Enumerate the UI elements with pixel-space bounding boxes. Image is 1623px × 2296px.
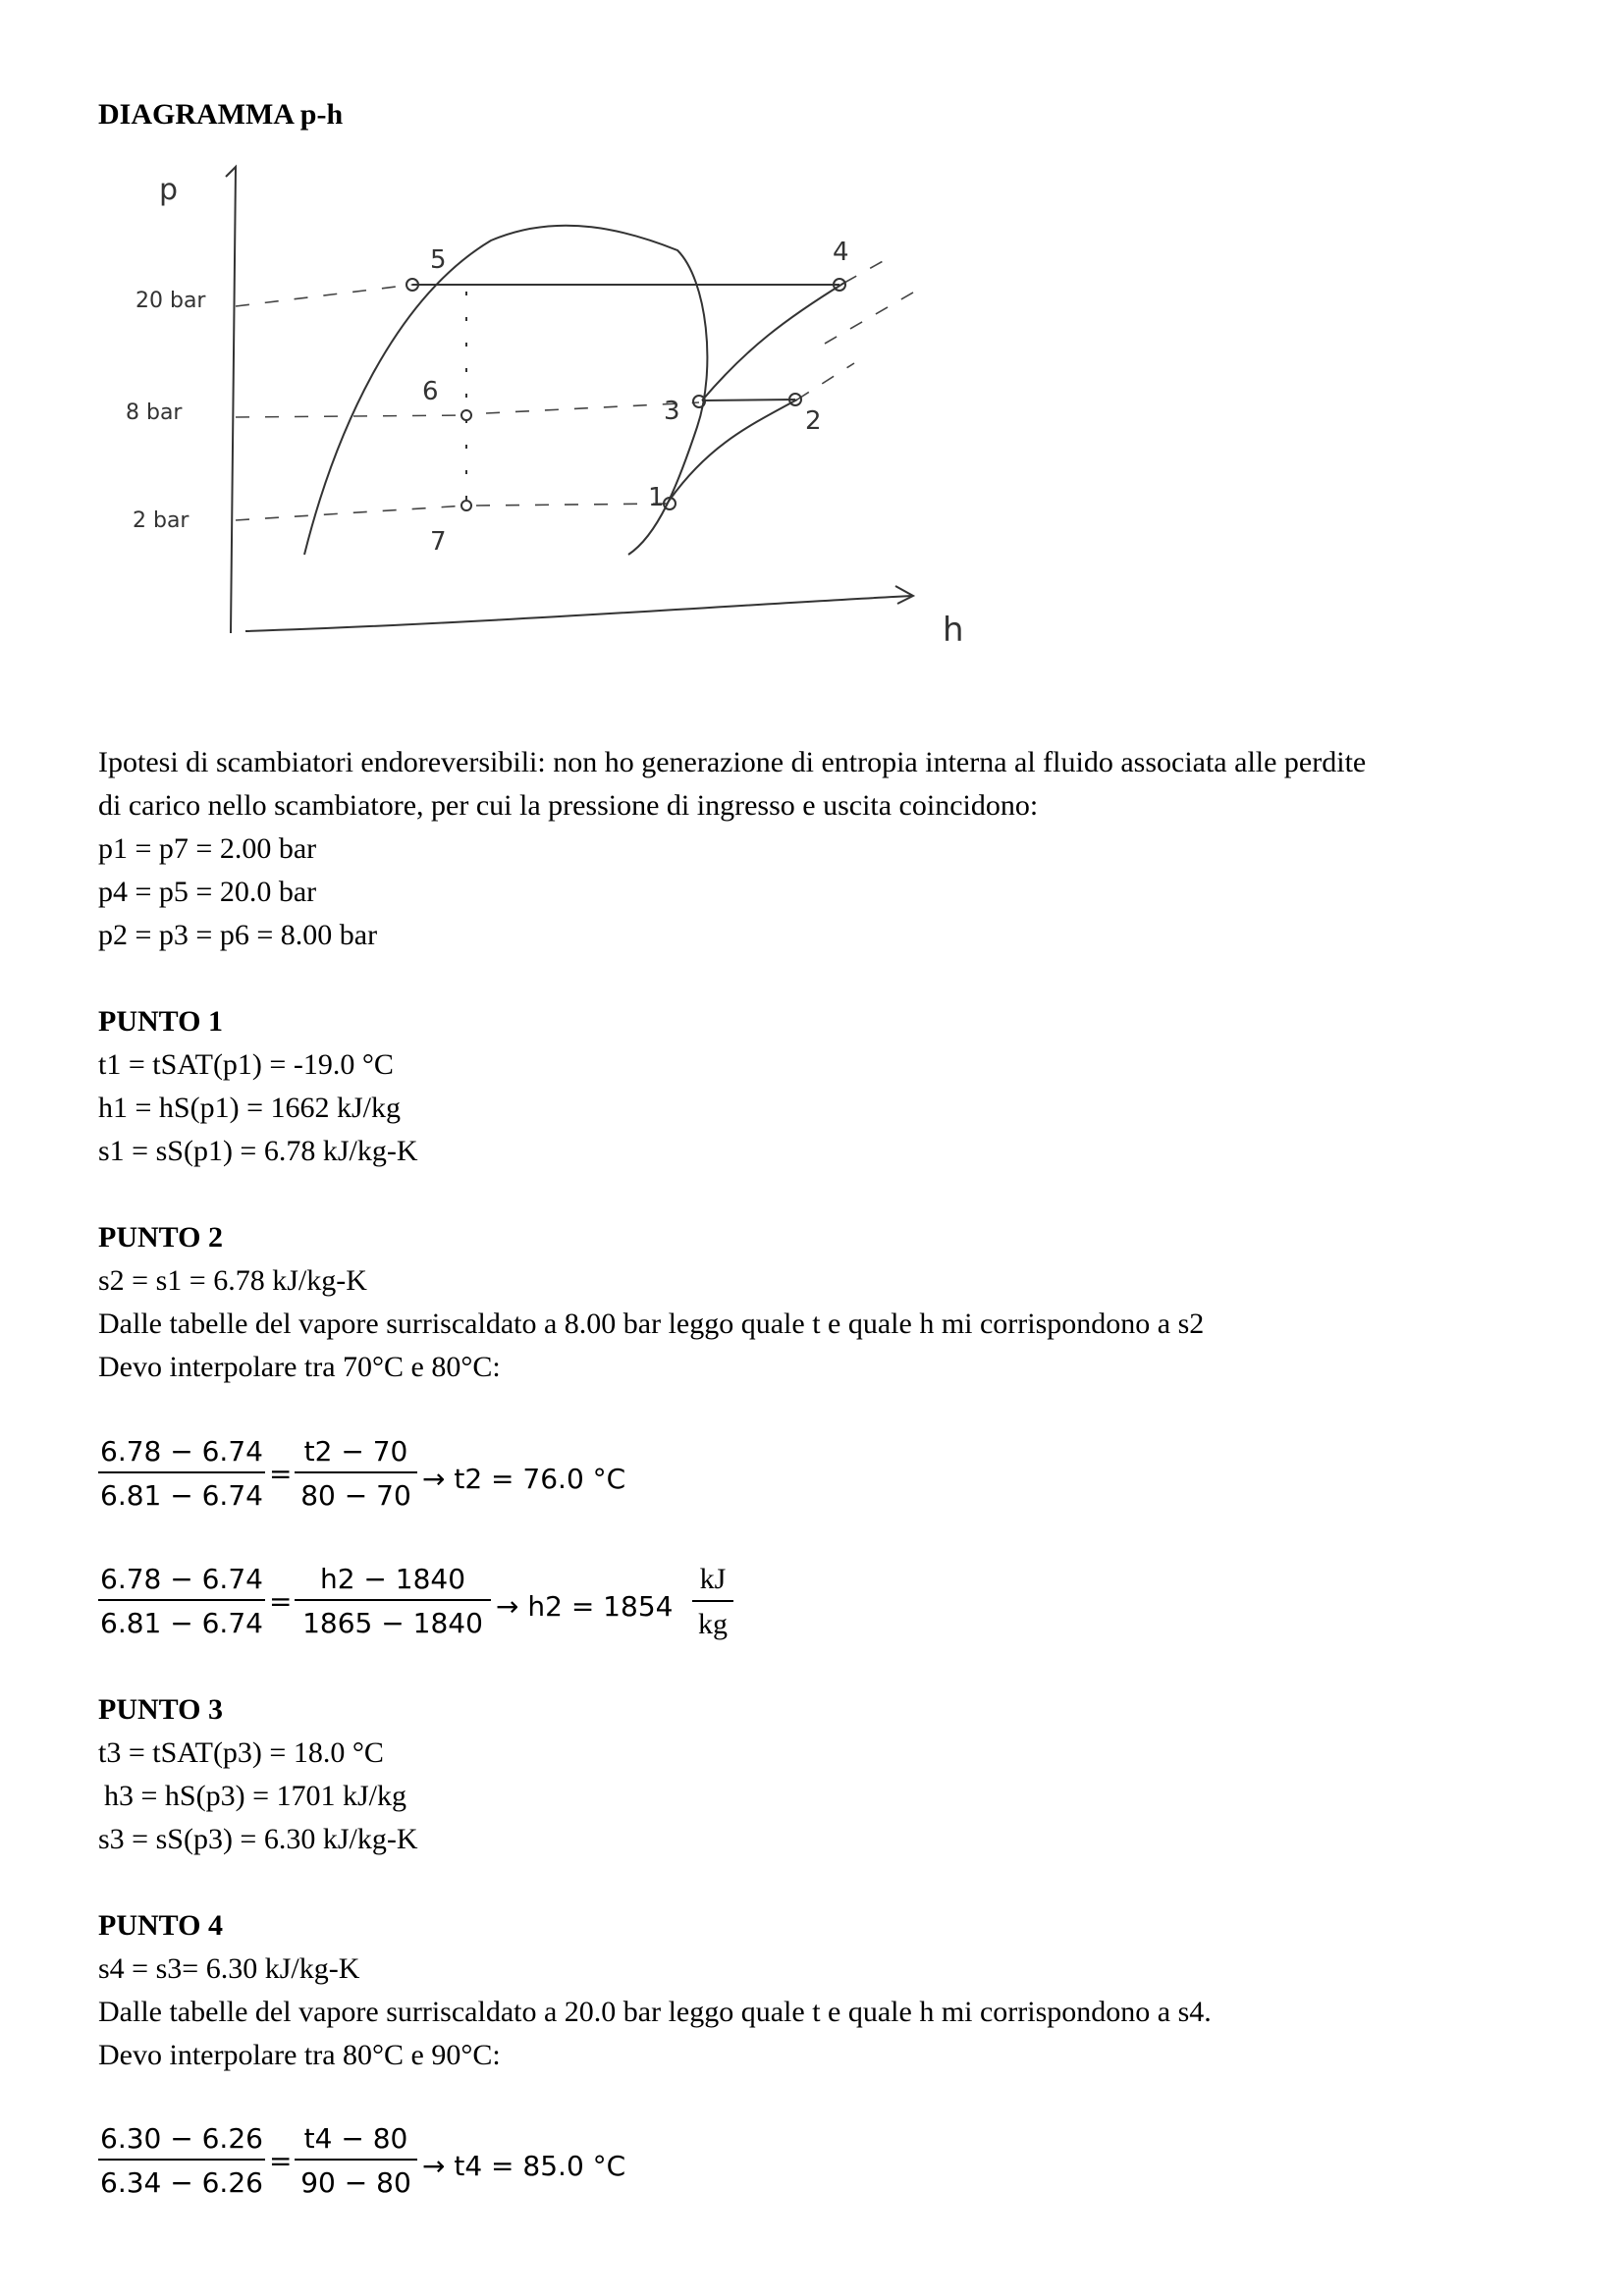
label-2bar: 2 bar bbox=[133, 508, 189, 533]
label-h-axis: h bbox=[943, 611, 964, 650]
label-point-3: 3 bbox=[664, 397, 680, 426]
label-point-6: 6 bbox=[422, 377, 439, 406]
punto-4-line-2: Devo interpolare tra 80°C e 90°C: bbox=[98, 2039, 501, 2071]
punto-2-line-2: Devo interpolare tra 70°C e 80°C: bbox=[98, 1351, 501, 1383]
punto-2-s: s2 = s1 = 6.78 kJ/kg-K bbox=[98, 1264, 367, 1297]
punto-4-line-1: Dalle tabelle del vapore surriscaldato a 20.0 bar leggo quale t e quale h mi corrispondono a s4. bbox=[98, 1996, 1212, 2028]
h-axis bbox=[245, 596, 913, 631]
punto-4-heading: PUNTO 4 bbox=[98, 1909, 223, 1942]
punto-1-t: t1 = tSAT(p1) = -19.0 °C bbox=[98, 1048, 394, 1081]
p2-f2-equals: = bbox=[269, 1585, 293, 1618]
label-p-axis: p bbox=[159, 173, 179, 207]
label-point-4: 4 bbox=[833, 238, 849, 267]
p4-f1-rhs: t4 − 80 90 − 80 bbox=[295, 2122, 417, 2199]
punto-2-line-1: Dalle tabelle del vapore surriscaldato a 8.00 bar leggo quale t e quale h mi corrispondono a s2 bbox=[98, 1308, 1205, 1340]
p2-f2-lhs: 6.78 − 6.74 6.81 − 6.74 bbox=[98, 1563, 265, 1639]
compression-1-2 bbox=[668, 400, 797, 503]
p2-f1-equals: = bbox=[269, 1458, 293, 1490]
p2-f2-rhs: h2 − 1840 1865 − 1840 bbox=[295, 1563, 491, 1639]
p4-f1-result: → t4 = 85.0 °C bbox=[422, 2150, 626, 2182]
page-title: DIAGRAMMA p-h bbox=[98, 98, 344, 131]
label-point-2: 2 bbox=[805, 406, 822, 436]
ph-diagram bbox=[98, 142, 1051, 692]
intro-eq-2: p4 = p5 = 20.0 bar bbox=[98, 876, 317, 908]
punto-3-heading: PUNTO 3 bbox=[98, 1693, 223, 1726]
p4-f1-lhs: 6.30 − 6.26 6.34 − 6.26 bbox=[98, 2122, 265, 2199]
label-point-1: 1 bbox=[648, 483, 665, 512]
p4-f1-equals: = bbox=[269, 2145, 293, 2177]
punto-3-t: t3 = tSAT(p3) = 18.0 °C bbox=[98, 1736, 384, 1769]
label-20bar: 20 bar bbox=[135, 289, 206, 313]
punto-2-heading: PUNTO 2 bbox=[98, 1221, 223, 1254]
punto-1-h: h1 = hS(p1) = 1662 kJ/kg bbox=[98, 1092, 402, 1124]
intro-eq-3: p2 = p3 = p6 = 8.00 bar bbox=[98, 919, 378, 951]
intro-line-1: Ipotesi di scambiatori endoreversibili: non ho generazione di entropia interna al fluido associata alle perdite bbox=[98, 746, 1367, 778]
intro-line-2: di carico nello scambiatore, per cui la pressione di ingresso e uscita coincidono: bbox=[98, 789, 1039, 822]
point-6-marker bbox=[461, 410, 471, 420]
point-7-marker bbox=[461, 501, 471, 510]
label-8bar: 8 bar bbox=[126, 400, 183, 425]
punto-3-s: s3 = sS(p3) = 6.30 kJ/kg-K bbox=[98, 1823, 418, 1855]
label-point-7: 7 bbox=[430, 527, 447, 557]
p2-f1-rhs: t2 − 70 80 − 70 bbox=[295, 1435, 417, 1512]
punto-1-heading: PUNTO 1 bbox=[98, 1005, 223, 1038]
p-axis bbox=[226, 167, 236, 633]
p2-f1-lhs: 6.78 − 6.74 6.81 − 6.74 bbox=[98, 1435, 265, 1512]
intro-eq-1: p1 = p7 = 2.00 bar bbox=[98, 832, 317, 865]
label-point-5: 5 bbox=[430, 245, 447, 275]
punto-4-s: s4 = s3= 6.30 kJ/kg-K bbox=[98, 1952, 360, 1985]
p2-f2-unit: kJ kg bbox=[692, 1563, 733, 1641]
punto-3-h: h3 = hS(p3) = 1701 kJ/kg bbox=[104, 1780, 407, 1812]
p2-f2-result: → h2 = 1854 bbox=[496, 1590, 674, 1623]
p2-f1-result: → t2 = 76.0 °C bbox=[422, 1463, 626, 1495]
punto-1-s: s1 = sS(p1) = 6.78 kJ/kg-K bbox=[98, 1135, 418, 1167]
